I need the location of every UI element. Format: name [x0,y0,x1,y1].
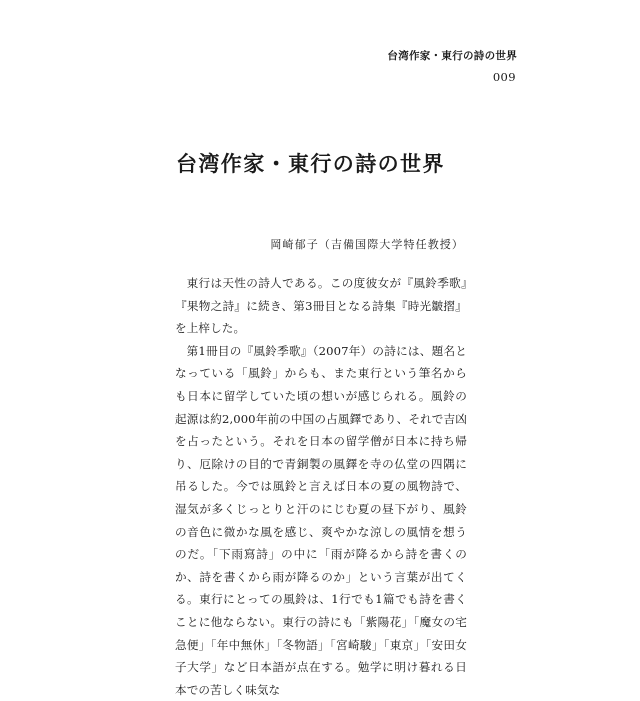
chapter-title: 台湾作家・東行の詩の世界 [176,151,445,176]
page-number: 009 [492,70,516,84]
article-body [175,272,467,701]
paragraph: 東行は天性の詩人である。この度彼女が『風鈴季歌』『果物之詩』に続き、第3冊目となる詩集『時光皺摺』を上梓した。 [175,276,467,336]
running-head: 台湾作家・東行の詩の世界 [387,50,517,62]
author-byline: 岡崎郁子（吉備国際大学特任教授） [270,238,464,251]
paragraph: 第1冊目の『風鈴季歌』（2007年）の詩には、題名となっている「風鈴」からも、また東行という筆名からも日本に留学していた頃の想いが感じられる。風鈴の起源は約2,000年前の中国の占風鐸であり、それで吉凶を占ったという。それを日本の留学僧が日本に持ち帰り、厄除けの目的で青銅製の風鐸を寺の仏堂の四隅に吊るした。今では風鈴と言えば日本の夏の風物詩で、湿気が多くじっとりと汗のにじむ夏の昼下がり、風鈴の音色に微かな風を感じ、爽やかな涼しの風情を想うのだ。「下雨寫詩」の中に「雨が降るから詩を書くのか、詩を書くから雨が降るのか」という言葉が出てくる。東行にとっての風鈴は、1行でも1篇でも詩を書くことに他ならない。東行の詩にも「紫陽花」「魔女の宅急便」「年中無休」「冬物語」「宮崎駿」「東京」「安田女子大学」など日本語が点在する。勉学に明け暮れる日本での苦しく味気な [175,343,467,697]
